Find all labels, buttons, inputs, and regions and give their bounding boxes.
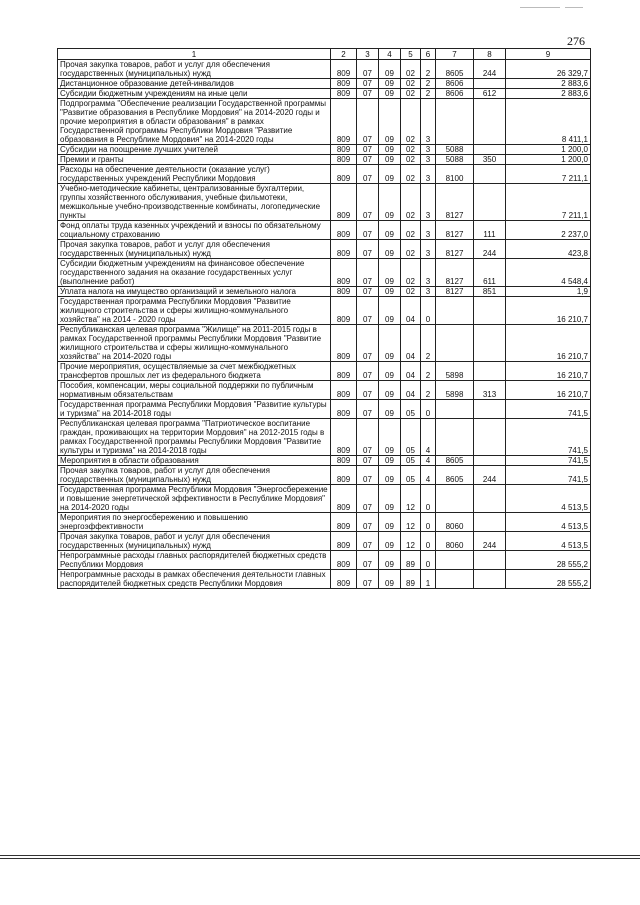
amount-cell: 16 210,7 [506,325,591,362]
code-cell: 09 [379,570,401,589]
code-cell: 05 [401,466,421,485]
code-cell: 02 [401,184,421,221]
code-cell: 0 [421,400,436,419]
code-cell: 809 [331,60,357,79]
code-cell [474,513,506,532]
code-cell: 05 [401,400,421,419]
code-cell: 07 [357,79,379,89]
code-cell: 02 [401,79,421,89]
code-cell: 611 [474,259,506,287]
code-cell: 02 [401,259,421,287]
column-header: 9 [506,49,591,60]
code-cell: 244 [474,532,506,551]
code-cell: 5088 [436,155,474,165]
column-header: 7 [436,49,474,60]
table-row [58,145,591,155]
amount-cell: 1 200,0 [506,155,591,165]
code-cell: 02 [401,89,421,99]
code-cell: 09 [379,79,401,89]
expense-name-cell: Подпрограмма "Обеспечение реализации Государственной программы "Развитие образования в Республике Мордовия" на 2014-2020 годы и прочие мероприятия в области образования" в рамках Государственной программы Республики Мордовия "Развитие образования в Республике Мордовия" на 2014-2020 годы [58,99,331,145]
code-cell: 07 [357,325,379,362]
code-cell: 09 [379,155,401,165]
code-cell: 8606 [436,79,474,89]
amount-cell: 4 513,5 [506,532,591,551]
code-cell: 02 [401,287,421,297]
code-cell: 809 [331,79,357,89]
table-row [58,184,591,221]
amount-cell: 2 237,0 [506,221,591,240]
table-header-row [58,49,591,60]
expense-name-cell: Непрограммные расходы главных распорядителей бюджетных средств Республики Мордовия [58,551,331,570]
table-row [58,532,591,551]
code-cell: 89 [401,570,421,589]
column-header: 8 [474,49,506,60]
code-cell [436,485,474,513]
footer-rule [0,855,640,856]
table-row [58,400,591,419]
code-cell: 0 [421,532,436,551]
code-cell: 09 [379,60,401,79]
code-cell: 809 [331,145,357,155]
expense-name-cell: Фонд оплаты труда казенных учреждений и взносы по обязательному социальному страхованию [58,221,331,240]
expense-name-cell: Учебно-методические кабинеты, централизованные бухгалтерии, группы хозяйственного обслуживания, учебные фильмотеки, межшкольные учебно-производственные комбинаты, логопедические пункты [58,184,331,221]
code-cell: 3 [421,155,436,165]
code-cell: 07 [357,297,379,325]
amount-cell: 7 211,1 [506,165,591,184]
table-body [58,60,591,589]
code-cell: 07 [357,570,379,589]
code-cell: 851 [474,287,506,297]
table-row [58,466,591,485]
code-cell: 809 [331,99,357,145]
code-cell [474,456,506,466]
table-row [58,513,591,532]
amount-cell: 16 210,7 [506,297,591,325]
table-row [58,381,591,400]
code-cell [436,570,474,589]
amount-cell: 8 411,1 [506,99,591,145]
code-cell: 0 [421,297,436,325]
code-cell: 8100 [436,165,474,184]
code-cell: 8605 [436,60,474,79]
code-cell [474,419,506,456]
code-cell: 809 [331,570,357,589]
amount-cell: 26 329,7 [506,60,591,79]
code-cell: 3 [421,165,436,184]
code-cell: 0 [421,551,436,570]
code-cell: 09 [379,287,401,297]
code-cell: 0 [421,513,436,532]
code-cell: 809 [331,513,357,532]
code-cell: 809 [331,165,357,184]
scan-artifact-mark [520,7,560,8]
amount-cell: 7 211,1 [506,184,591,221]
table-row [58,485,591,513]
expense-name-cell: Прочая закупка товаров, работ и услуг для обеспечения государственных (муниципальных) нужд [58,60,331,79]
code-cell: 07 [357,60,379,79]
code-cell: 3 [421,240,436,259]
code-cell: 809 [331,240,357,259]
expense-name-cell: Непрограммные расходы в рамках обеспечения деятельности главных распорядителей бюджетных средств Республики Мордовия [58,570,331,589]
table-row [58,79,591,89]
code-cell: 07 [357,466,379,485]
column-header: 1 [58,49,331,60]
code-cell: 09 [379,165,401,184]
amount-cell: 4 513,5 [506,485,591,513]
code-cell: 09 [379,400,401,419]
code-cell: 244 [474,240,506,259]
code-cell: 07 [357,456,379,466]
code-cell: 02 [401,165,421,184]
code-cell: 09 [379,532,401,551]
code-cell: 12 [401,513,421,532]
amount-cell: 741,5 [506,419,591,456]
amount-cell: 2 883,6 [506,79,591,89]
code-cell: 07 [357,165,379,184]
expense-name-cell: Субсидии на поощрение лучших учителей [58,145,331,155]
code-cell: 809 [331,466,357,485]
code-cell: 111 [474,221,506,240]
column-header: 6 [421,49,436,60]
code-cell: 2 [421,362,436,381]
code-cell [474,79,506,89]
expense-name-cell: Пособия, компенсации, меры социальной поддержки по публичным нормативным обязательствам [58,381,331,400]
code-cell: 05 [401,456,421,466]
table-row [58,99,591,145]
amount-cell: 741,5 [506,400,591,419]
code-cell: 09 [379,221,401,240]
code-cell: 2 [421,89,436,99]
code-cell: 313 [474,381,506,400]
amount-cell: 1,9 [506,287,591,297]
code-cell: 3 [421,145,436,155]
code-cell: 07 [357,532,379,551]
budget-table [57,48,591,589]
code-cell: 5898 [436,381,474,400]
code-cell: 809 [331,155,357,165]
code-cell: 09 [379,485,401,513]
table-row [58,259,591,287]
amount-cell: 16 210,7 [506,381,591,400]
code-cell: 07 [357,513,379,532]
expense-name-cell: Республиканская целевая программа "Патриотическое воспитание граждан, проживающих на территории Мордовия" на 2012-2015 годы в рамках Государственной программы Республики Мордовия "Развитие культуры и туризма" на 2014-2018 годы [58,419,331,456]
code-cell: 09 [379,513,401,532]
code-cell: 809 [331,297,357,325]
code-cell [436,419,474,456]
code-cell [436,297,474,325]
code-cell: 5898 [436,362,474,381]
code-cell: 07 [357,551,379,570]
code-cell: 8127 [436,221,474,240]
code-cell [436,551,474,570]
code-cell: 1 [421,570,436,589]
code-cell: 2 [421,381,436,400]
column-header: 3 [357,49,379,60]
code-cell [474,570,506,589]
amount-cell: 1 200,0 [506,145,591,155]
code-cell: 809 [331,362,357,381]
code-cell: 809 [331,532,357,551]
code-cell: 2 [421,60,436,79]
code-cell: 07 [357,145,379,155]
code-cell [474,297,506,325]
code-cell: 2 [421,79,436,89]
code-cell: 3 [421,99,436,145]
code-cell: 809 [331,381,357,400]
code-cell [474,485,506,513]
code-cell: 02 [401,240,421,259]
code-cell: 8127 [436,287,474,297]
table-row [58,419,591,456]
code-cell [474,551,506,570]
code-cell: 09 [379,381,401,400]
table-row [58,287,591,297]
expense-name-cell: Прочая закупка товаров, работ и услуг для обеспечения государственных (муниципальных) нужд [58,466,331,485]
expense-name-cell: Дистанционное образование детей-инвалидов [58,79,331,89]
amount-cell: 4 513,5 [506,513,591,532]
table-row [58,165,591,184]
code-cell [474,400,506,419]
code-cell: 12 [401,532,421,551]
code-cell: 04 [401,297,421,325]
code-cell [474,165,506,184]
code-cell: 07 [357,400,379,419]
table-row [58,89,591,99]
code-cell: 4 [421,466,436,485]
code-cell: 09 [379,89,401,99]
code-cell: 8060 [436,532,474,551]
code-cell: 09 [379,259,401,287]
code-cell [474,99,506,145]
code-cell: 89 [401,551,421,570]
code-cell: 809 [331,325,357,362]
code-cell: 05 [401,419,421,456]
code-cell [436,99,474,145]
code-cell [474,184,506,221]
code-cell: 09 [379,145,401,155]
code-cell: 2 [421,325,436,362]
code-cell [436,400,474,419]
code-cell: 04 [401,362,421,381]
code-cell: 809 [331,400,357,419]
amount-cell: 28 555,2 [506,570,591,589]
code-cell: 612 [474,89,506,99]
table-row [58,297,591,325]
code-cell: 809 [331,551,357,570]
code-cell: 07 [357,381,379,400]
table-row [58,60,591,79]
code-cell: 09 [379,362,401,381]
code-cell: 09 [379,297,401,325]
expense-name-cell: Мероприятия в области образования [58,456,331,466]
code-cell: 07 [357,99,379,145]
expense-name-cell: Прочая закупка товаров, работ и услуг для обеспечения государственных (муниципальных) нужд [58,532,331,551]
code-cell: 07 [357,240,379,259]
expense-name-cell: Государственная программа Республики Мордовия "Энергосбережение и повышение энергетической эффективности в Республике Мордовия" на 2014-2020 годы [58,485,331,513]
code-cell: 809 [331,485,357,513]
expense-name-cell: Государственная программа Республики Мордовия "Развитие культуры и туризма" на 2014-2018 годы [58,400,331,419]
code-cell: 02 [401,60,421,79]
code-cell: 07 [357,287,379,297]
code-cell: 244 [474,466,506,485]
code-cell: 8127 [436,259,474,287]
footer-rule [0,858,640,859]
code-cell: 3 [421,259,436,287]
code-cell [474,362,506,381]
code-cell [474,145,506,155]
column-header: 4 [379,49,401,60]
code-cell: 4 [421,456,436,466]
code-cell: 09 [379,466,401,485]
code-cell: 07 [357,485,379,513]
code-cell: 04 [401,381,421,400]
amount-cell: 2 883,6 [506,89,591,99]
code-cell: 09 [379,184,401,221]
code-cell: 02 [401,145,421,155]
code-cell: 809 [331,221,357,240]
expense-name-cell: Прочая закупка товаров, работ и услуг для обеспечения государственных (муниципальных) нужд [58,240,331,259]
code-cell: 4 [421,419,436,456]
code-cell [436,325,474,362]
code-cell: 3 [421,184,436,221]
code-cell: 8127 [436,240,474,259]
amount-cell: 16 210,7 [506,362,591,381]
amount-cell: 4 548,4 [506,259,591,287]
amount-cell: 28 555,2 [506,551,591,570]
code-cell: 09 [379,99,401,145]
code-cell: 04 [401,325,421,362]
code-cell: 809 [331,287,357,297]
code-cell: 244 [474,60,506,79]
expense-name-cell: Субсидии бюджетным учреждениям на финансовое обеспечение государственного задания на оказание государственных услуг (выполнение работ) [58,259,331,287]
code-cell: 07 [357,362,379,381]
code-cell [474,325,506,362]
code-cell: 02 [401,221,421,240]
page-number: 276 [567,34,585,48]
expense-name-cell: Прочие мероприятия, осуществляемые за счет межбюджетных трансфертов прошлых лет из федерального бюджета [58,362,331,381]
code-cell: 8060 [436,513,474,532]
code-cell: 07 [357,221,379,240]
code-cell: 3 [421,287,436,297]
code-cell: 09 [379,240,401,259]
code-cell: 5088 [436,145,474,155]
table-row [58,325,591,362]
expense-name-cell: Уплата налога на имущество организаций и земельного налога [58,287,331,297]
code-cell: 07 [357,89,379,99]
code-cell: 07 [357,259,379,287]
code-cell: 8605 [436,456,474,466]
column-header: 5 [401,49,421,60]
code-cell: 07 [357,184,379,221]
code-cell: 350 [474,155,506,165]
amount-cell: 423,8 [506,240,591,259]
table-row [58,362,591,381]
code-cell: 8605 [436,466,474,485]
code-cell: 809 [331,456,357,466]
code-cell: 8606 [436,89,474,99]
column-header: 2 [331,49,357,60]
amount-cell: 741,5 [506,466,591,485]
expense-name-cell: Государственная программа Республики Мордовия "Развитие жилищного строительства и сферы жилищно-коммунального хозяйства" на 2014 - 2020 годы [58,297,331,325]
code-cell: 809 [331,259,357,287]
table-row [58,240,591,259]
expense-name-cell: Республиканская целевая программа "Жилище" на 2011-2015 годы в рамках Государственной программы Республики Мордовия "Развитие жилищного строительства и сферы жилищно-коммунального хозяйства" на 2014-2020 годы [58,325,331,362]
table-row [58,551,591,570]
scan-artifact-mark [565,7,583,8]
code-cell: 09 [379,419,401,456]
code-cell: 12 [401,485,421,513]
code-cell: 09 [379,551,401,570]
code-cell: 07 [357,155,379,165]
code-cell: 3 [421,221,436,240]
expense-name-cell: Субсидии бюджетным учреждениям на иные цели [58,89,331,99]
code-cell: 809 [331,184,357,221]
table-row [58,570,591,589]
table-row [58,221,591,240]
code-cell: 09 [379,456,401,466]
code-cell: 0 [421,485,436,513]
code-cell: 809 [331,419,357,456]
table-row [58,155,591,165]
expense-name-cell: Премии и гранты [58,155,331,165]
amount-cell: 741,5 [506,456,591,466]
code-cell: 07 [357,419,379,456]
expense-name-cell: Расходы на обеспечение деятельности (оказание услуг) государственных учреждений Республики Мордовия [58,165,331,184]
expense-name-cell: Мероприятия по энергосбережению и повышению энергоэффективности [58,513,331,532]
table-row [58,456,591,466]
code-cell: 09 [379,325,401,362]
code-cell: 02 [401,155,421,165]
code-cell: 809 [331,89,357,99]
code-cell: 8127 [436,184,474,221]
code-cell: 02 [401,99,421,145]
